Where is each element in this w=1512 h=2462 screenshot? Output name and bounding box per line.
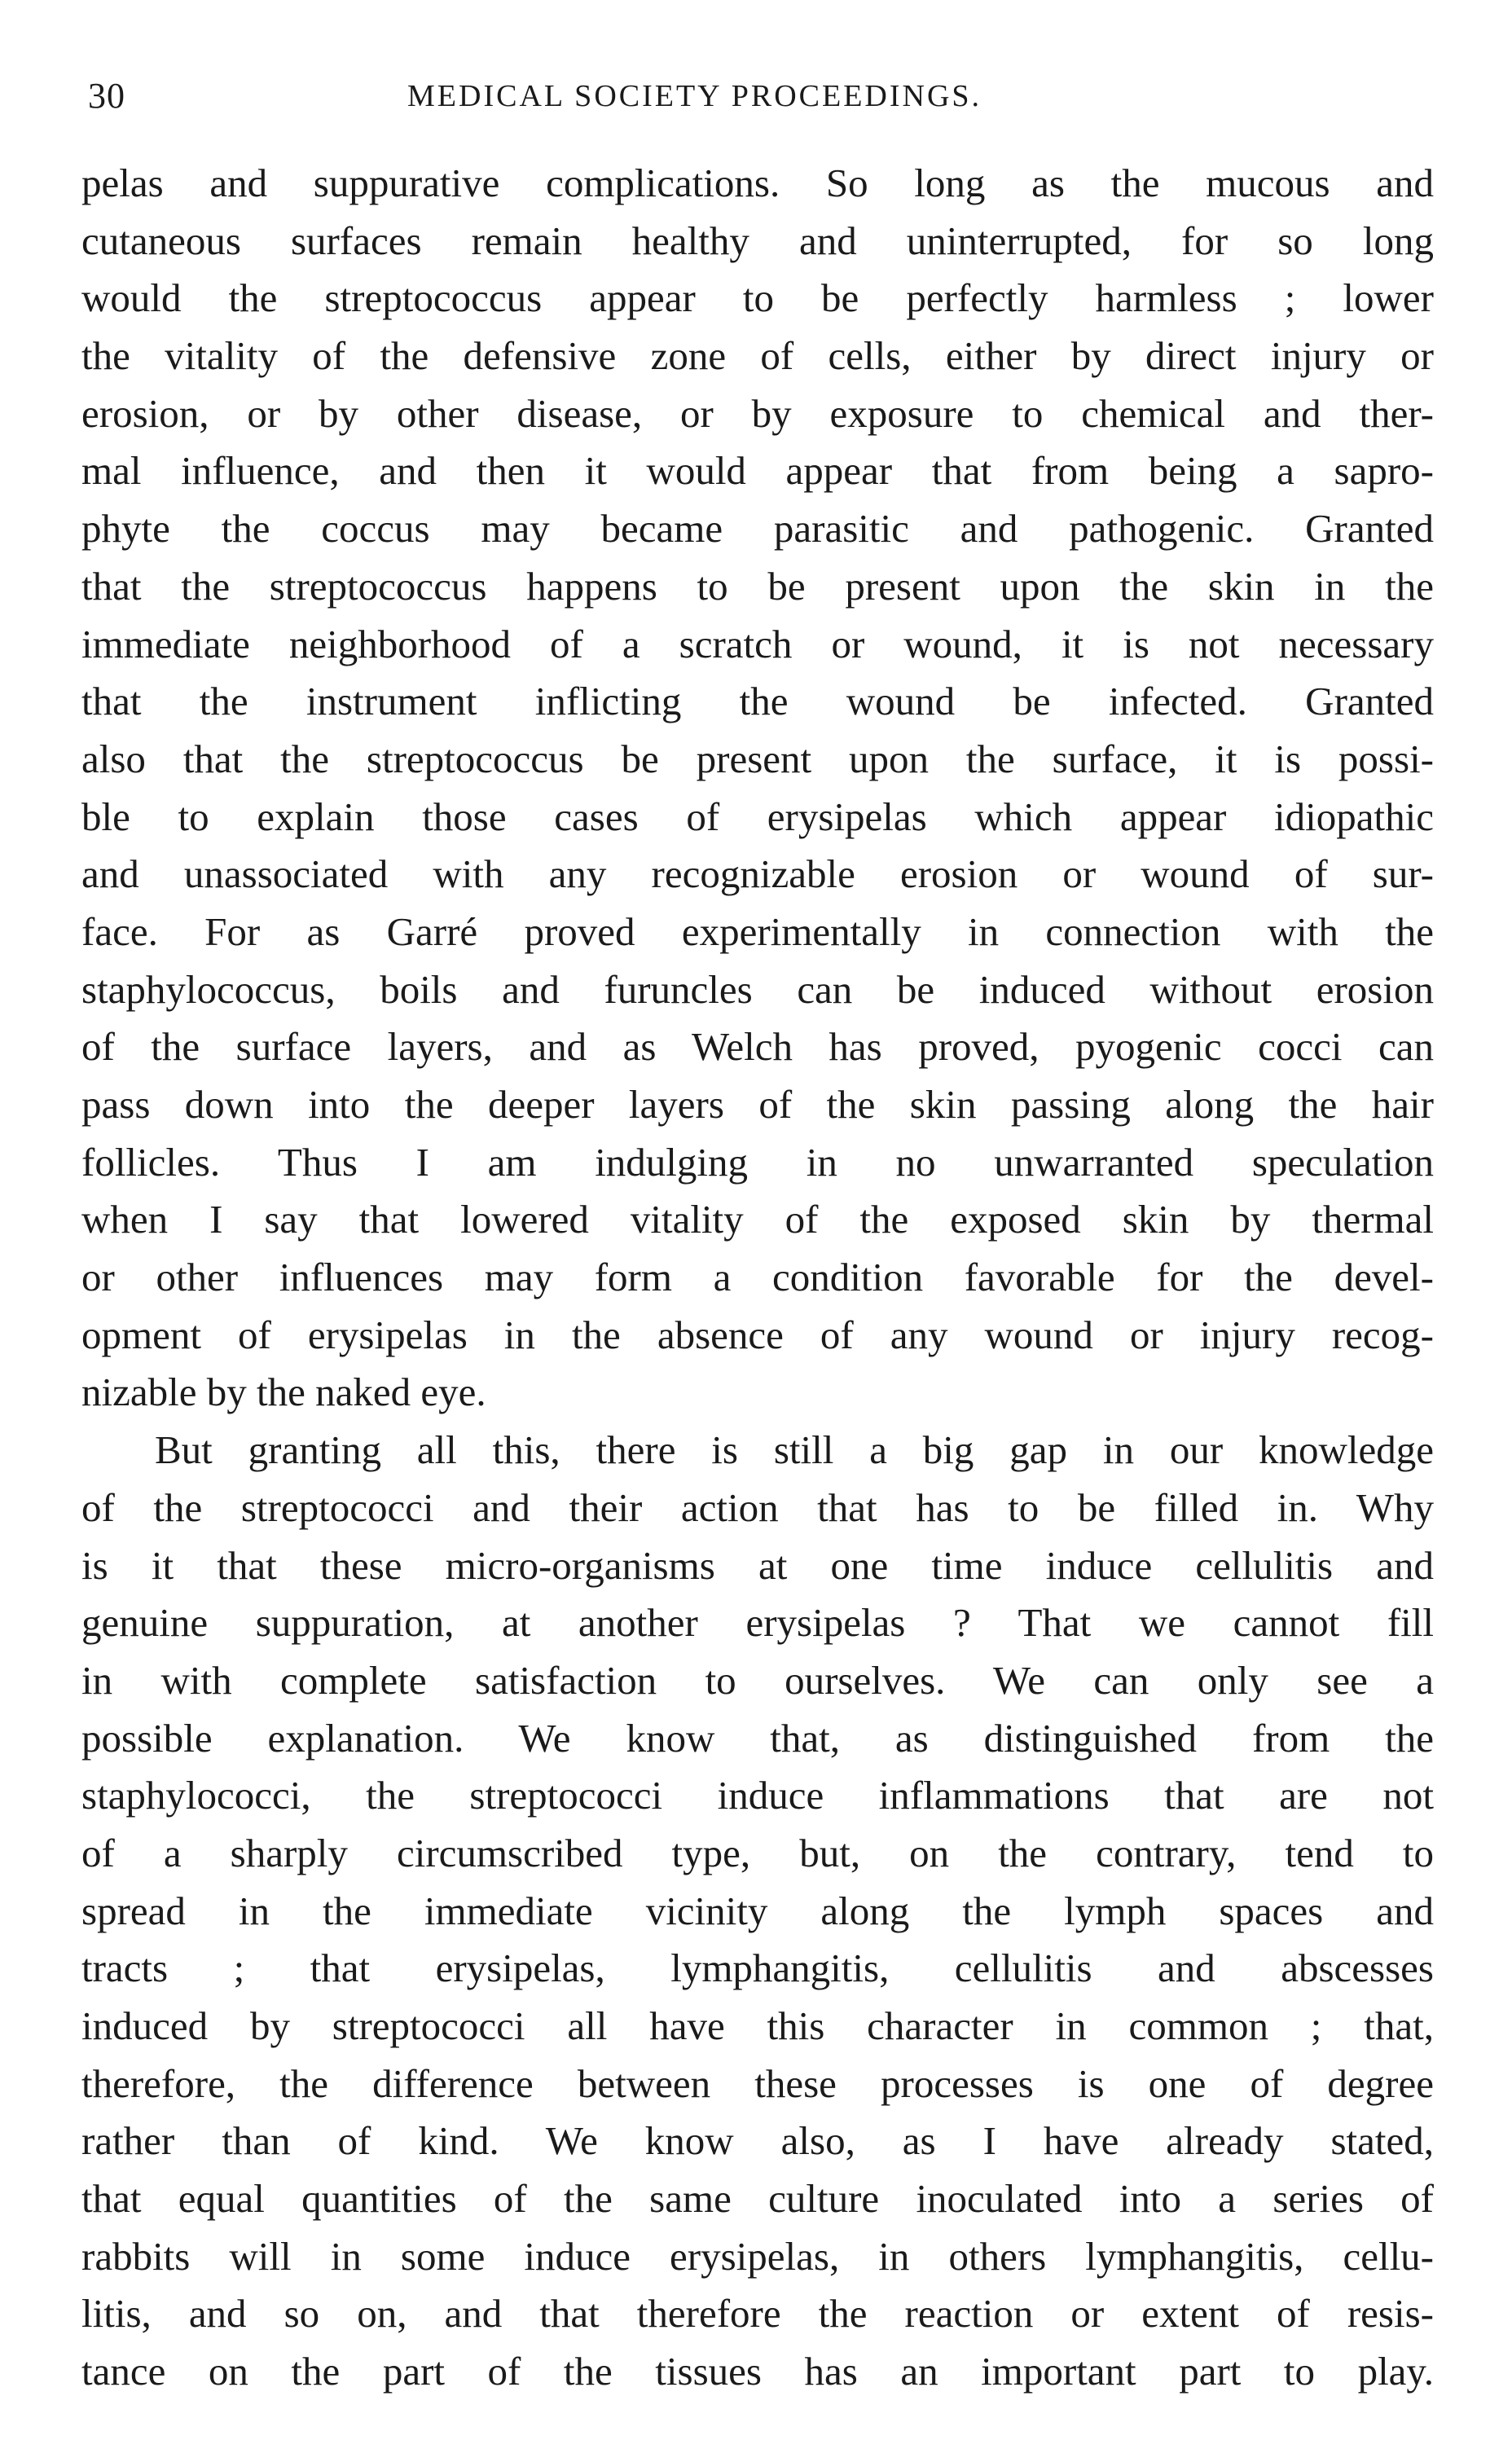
text-line: in with complete satisfaction to ourselves. We can only see a [81,1657,1434,1703]
paragraph-1 [81,155,1434,1422]
text-line: when I say that lowered vitality of the exposed skin by thermal [81,1197,1434,1242]
text-line: cutaneous surfaces remain healthy and uninterrupted, for so long [81,218,1434,263]
body-text [81,155,1434,2401]
text-line: or other influences may form a condition favorable for the devel- [81,1255,1434,1300]
text-line: staphylococcus, boils and furuncles can be induced without erosion [81,966,1434,1012]
text-line: spread in the immediate vicinity along the lymph spaces and [81,1888,1434,1933]
text-line: would the streptococcus appear to be perfectly harmless ; lower [81,275,1434,321]
text-line: follicles. Thus I am indulging in no unwarranted speculation [81,1139,1434,1185]
text-line: tance on the part of the tissues has an important part to play. [81,2349,1434,2394]
text-line: litis, and so on, and that therefore the reaction or extent of resis- [81,2291,1434,2337]
text-line: induced by streptococci all have this character in common ; that, [81,2003,1434,2048]
page-header [81,75,1434,124]
text-line: phyte the coccus may became parasitic and pathogenic. Granted [81,506,1434,552]
text-line: ble to explain those cases of erysipelas which appear idiopathic [81,794,1434,839]
text-line: also that the streptococcus be present upon the surface, it is possi- [81,736,1434,781]
text-line: mal influence, and then it would appear that from being a sapro- [81,448,1434,494]
text-line: of the streptococci and their action that has to be filled in. Why [81,1484,1434,1530]
text-line: But granting all this, there is still a big gap in our knowledge [155,1427,1434,1473]
text-line: the vitality of the defensive zone of cells, either by direct injury or [81,333,1434,379]
text-line: pelas and suppurative complications. So long as the mucous and [81,160,1434,205]
running-head: MEDICAL SOCIETY PROCEEDINGS. [407,79,982,113]
text-line: face. For as Garré proved experimentally in connection with the [81,908,1434,954]
text-line: and unassociated with any recognizable erosion or wound of sur- [81,851,1434,897]
text-line: is it that these micro-organisms at one time induce cellulitis and [81,1542,1434,1588]
page-number: 30 [88,76,125,116]
text-line: tracts ; that erysipelas, lymphangitis, cellulitis and abscesses [81,1945,1434,1991]
paragraph-2 [81,1422,1434,2401]
text-line: rather than of kind. We know also, as I have already stated, [81,2118,1434,2164]
text-line: rabbits will in some induce erysipelas, in others lymphangitis, cellu- [81,2233,1434,2279]
text-line: pass down into the deeper layers of the skin passing along the hair [81,1082,1434,1127]
text-line: erosion, or by other disease, or by exposure to chemical and ther- [81,390,1434,436]
text-line: therefore, the difference between these processes is one of degree [81,2060,1434,2106]
text-line: of a sharply circumscribed type, but, on the contrary, tend to [81,1830,1434,1875]
text-line: that the instrument inflicting the wound be infected. Granted [81,679,1434,724]
text-line: possible explanation. We know that, as distinguished from the [81,1715,1434,1761]
text-line: nizable by the naked eye. [81,1369,486,1415]
text-line: of the surface layers, and as Welch has proved, pyogenic cocci can [81,1024,1434,1070]
text-line: opment of erysipelas in the absence of any wound or injury recog- [81,1312,1434,1357]
text-line: that the streptococcus happens to be present upon the skin in the [81,563,1434,609]
text-line: genuine suppuration, at another erysipelas ? That we cannot fill [81,1600,1434,1646]
text-line: that equal quantities of the same culture inoculated into a series of [81,2176,1434,2222]
text-line: immediate neighborhood of a scratch or wound, it is not necessary [81,621,1434,666]
text-line: staphylococci, the streptococci induce inflammations that are not [81,1773,1434,1818]
